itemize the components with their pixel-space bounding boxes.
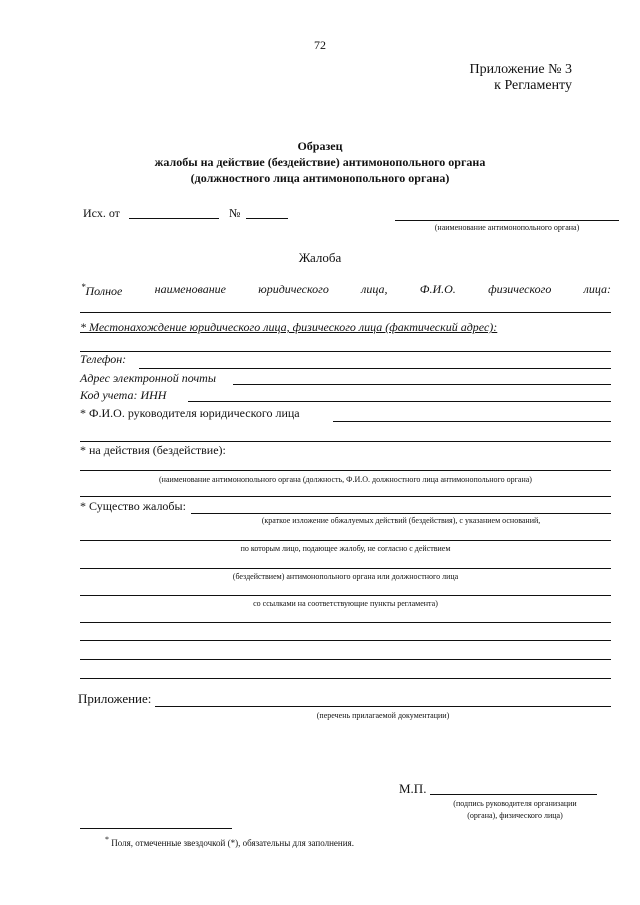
signature-caption-1: (подпись руководителя организации — [453, 799, 577, 808]
page-number: 72 — [314, 38, 326, 52]
phone-label: Телефон: — [80, 352, 127, 366]
actions-field[interactable] — [80, 470, 611, 471]
essence-field-3[interactable] — [80, 568, 611, 569]
full-name-word-5: Ф.И.О. — [419, 282, 456, 296]
essence-caption-4: со ссылками на соответствующие пункты регламента) — [253, 599, 438, 608]
actions-caption: (наименование антимонопольного органа (должность, Ф.И.О. должностного лица антимонопольного органа) — [159, 475, 532, 484]
head-name-field-2[interactable] — [80, 441, 611, 442]
appendix-line-2: к Регламенту — [494, 78, 572, 93]
ref-date-field[interactable] — [129, 218, 219, 219]
essence-caption-3: (бездействием) антимонопольного органа или должностного лица — [232, 572, 459, 581]
attachment-field[interactable] — [155, 706, 611, 707]
authority-name-field[interactable] — [395, 220, 619, 221]
appendix-block — [470, 62, 573, 94]
essence-field-8[interactable] — [80, 678, 611, 679]
tax-id-field[interactable] — [188, 401, 611, 402]
ref-number-field[interactable] — [246, 218, 288, 219]
title-line-3: (должностного лица антимонопольного органа) — [190, 171, 450, 185]
full-name-field[interactable] — [80, 312, 611, 313]
phone-field[interactable] — [139, 368, 611, 369]
actions-field-2[interactable] — [80, 496, 611, 497]
full-name-word-6: физического — [488, 282, 552, 296]
essence-caption-2: по которым лицо, подающее жалобу, не согласно с действием — [240, 544, 451, 553]
authority-caption: (наименование антимонопольного органа) — [434, 223, 580, 232]
full-name-word-2: наименование — [154, 282, 226, 296]
essence-field-5[interactable] — [80, 622, 611, 623]
title-line-2: жалобы на действие (бездействие) антимонопольного органа — [154, 155, 486, 169]
full-name-word-4: лица, — [361, 282, 388, 296]
essence-caption-1: (краткое изложение обжалуемых действий (бездействия), с указанием оснований, — [261, 516, 541, 525]
attachment-label: Приложение: — [78, 691, 152, 706]
essence-field-4[interactable] — [80, 595, 611, 596]
location-field[interactable] — [80, 351, 611, 352]
document-title — [0, 138, 640, 186]
essence-field-2[interactable] — [80, 540, 611, 541]
essence-label: * Существо жалобы: — [80, 499, 186, 513]
full-name-word-7: лица: — [583, 282, 611, 296]
stamp-label: М.П. — [399, 781, 427, 796]
footnote-mark: * — [105, 835, 109, 844]
essence-field-7[interactable] — [80, 659, 611, 660]
email-field[interactable] — [233, 384, 611, 385]
full-name-label — [81, 282, 611, 299]
title-line-1: Образец — [297, 139, 343, 153]
footnote-divider — [80, 828, 232, 829]
attachment-caption: (перечень прилагаемой документации) — [316, 711, 450, 720]
essence-field-1[interactable] — [191, 513, 611, 514]
full-name-word-3: юридического — [258, 282, 329, 296]
complaint-heading: Жалоба — [298, 250, 342, 265]
footnote-text: Поля, отмеченные звездочкой (*), обязательны для заполнения. — [111, 838, 354, 848]
full-name-word-1: Полное — [85, 284, 123, 298]
signature-caption — [420, 798, 610, 822]
head-name-field[interactable] — [333, 421, 611, 422]
signature-caption-2: (органа), физического лица) — [467, 811, 563, 820]
footnote — [105, 835, 354, 848]
tax-id-label: Код учета: ИНН — [80, 388, 167, 402]
essence-field-6[interactable] — [80, 640, 611, 641]
head-name-label: * Ф.И.О. руководителя юридического лица — [80, 406, 300, 420]
ref-label: Исх. от — [83, 206, 120, 220]
appendix-line-1: Приложение № 3 — [469, 62, 572, 77]
location-label: * Местонахождение юридического лица, физического лица (фактический адрес): — [80, 320, 498, 334]
email-label: Адрес электронной почты — [80, 371, 216, 385]
signature-field[interactable] — [430, 794, 597, 795]
number-label: № — [229, 206, 241, 220]
actions-label: * на действия (бездействие): — [80, 443, 226, 457]
full-name-asterisk: * — [81, 282, 86, 292]
